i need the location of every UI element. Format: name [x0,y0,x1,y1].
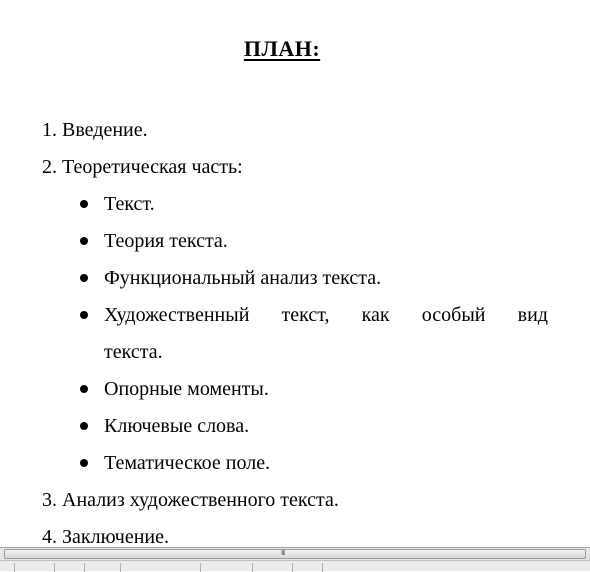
bullet-word: как [361,304,390,326]
list-item-number: 3. [42,489,57,511]
list-item-text: Теоретическая часть: [62,156,243,178]
bullet-word: вид [517,304,548,326]
bullet-item [0,260,590,297]
scrollbar-grip-icon: III [281,549,285,557]
bullet-icon [80,200,88,208]
bullet-item [0,223,590,260]
list-item-number: 4. [42,526,57,547]
bullet-text: Опорные моменты. [104,378,269,400]
list-item-theory [0,149,590,186]
list-item-analysis [0,482,590,519]
bullet-icon [80,237,88,245]
list-item-introduction [0,112,590,149]
bullet-icon [80,459,88,467]
bullet-text: Функциональный анализ текста. [104,267,382,289]
bullet-icon [80,422,88,430]
list-item-text: Введение. [62,119,148,141]
bullet-item [0,445,590,482]
list-item-conclusion [0,519,590,547]
bullet-word: Художественный [104,304,250,326]
bullet-item [0,371,590,408]
bullet-text: Тематическое поле. [104,452,271,474]
bullet-text: Теория текста. [104,230,228,252]
page-title: ПЛАН: [243,36,321,61]
plan-list [0,112,590,547]
bullet-text-line [104,297,548,334]
list-item-text: Заключение. [62,526,169,547]
list-item-number: 2. [42,156,57,178]
bullet-word: текст, [281,304,330,326]
bullet-icon [80,385,88,393]
bullet-text-line: текста. [104,341,163,363]
bullet-word: особый [421,304,486,326]
list-item-number: 1. [42,119,57,141]
bullet-item [0,186,590,223]
bullet-text [104,297,548,371]
status-bar [0,560,590,571]
bullet-list [0,186,590,482]
bullet-text: Текст. [104,193,155,215]
bullet-item [0,408,590,445]
bullet-icon [80,274,88,282]
horizontal-scrollbar[interactable] [0,547,590,560]
list-item-text: Анализ художественного текста. [62,489,339,511]
scrollbar-thumb[interactable] [4,549,586,559]
bullet-item [0,297,590,371]
bullet-text: Ключевые слова. [104,415,250,437]
bullet-icon [80,311,88,319]
